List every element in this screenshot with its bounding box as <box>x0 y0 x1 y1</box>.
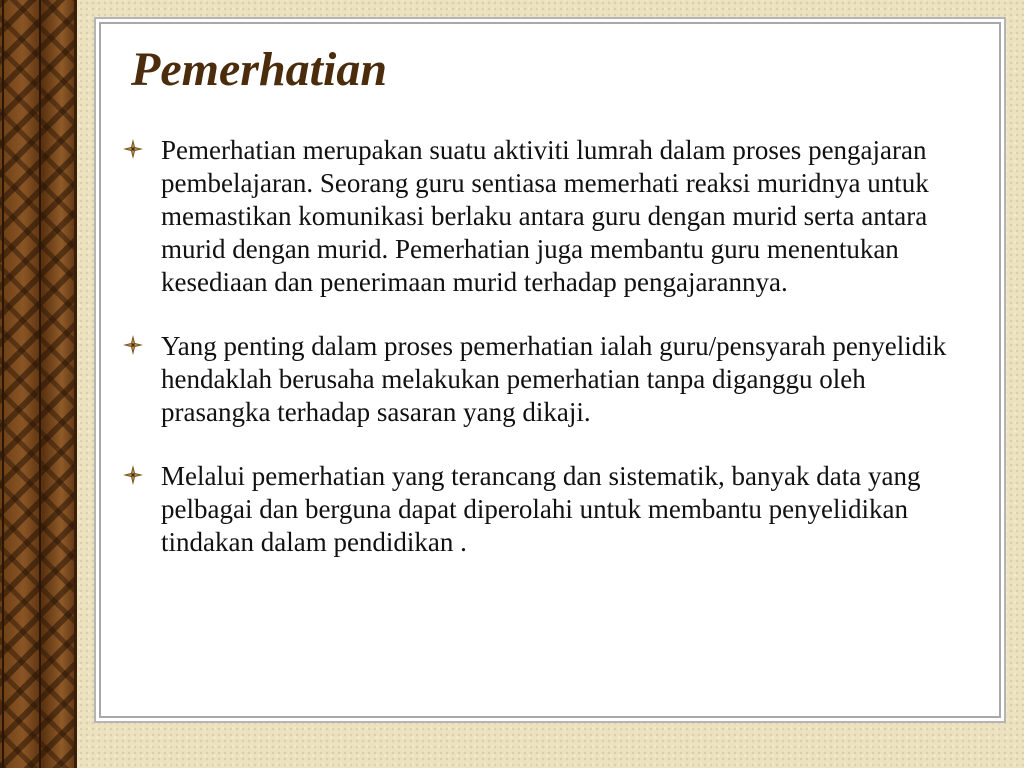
compass-star-icon <box>123 465 143 485</box>
wood-border-strip <box>0 0 77 768</box>
bullet-text: Yang penting dalam proses pemerhatian ialah guru/pensyarah penyelidik hendaklah berusaha melakukan pemerhatian tanpa diganggu oleh prasangka terhadap sasaran yang dikaji. <box>161 331 947 427</box>
bullet-text: Melalui pemerhatian yang terancang dan sistematik, banyak data yang pelbagai dan berguna dapat diperolahi untuk membantu penyelidikan tindakan dalam pendidikan . <box>161 461 921 557</box>
slide-panel <box>99 22 1001 718</box>
slide-title: Pemerhatian <box>131 43 388 96</box>
bullet-item <box>121 460 981 559</box>
compass-star-icon <box>123 335 143 355</box>
bullet-text: Pemerhatian merupakan suatu aktiviti lumrah dalam proses pengajaran pembelajaran. Seorang guru sentiasa memerhati reaksi muridnya untuk memastikan komunikasi berlaku antara guru dengan murid serta antara murid dengan murid. Pemerhatian juga membantu guru menentukan kesediaan dan penerimaan murid terhadap pengajarannya. <box>161 135 929 297</box>
bullet-item <box>121 330 981 429</box>
wood-border-edge <box>74 0 77 768</box>
bullet-list <box>121 134 981 590</box>
compass-star-icon <box>123 139 143 159</box>
bullet-item <box>121 134 981 299</box>
